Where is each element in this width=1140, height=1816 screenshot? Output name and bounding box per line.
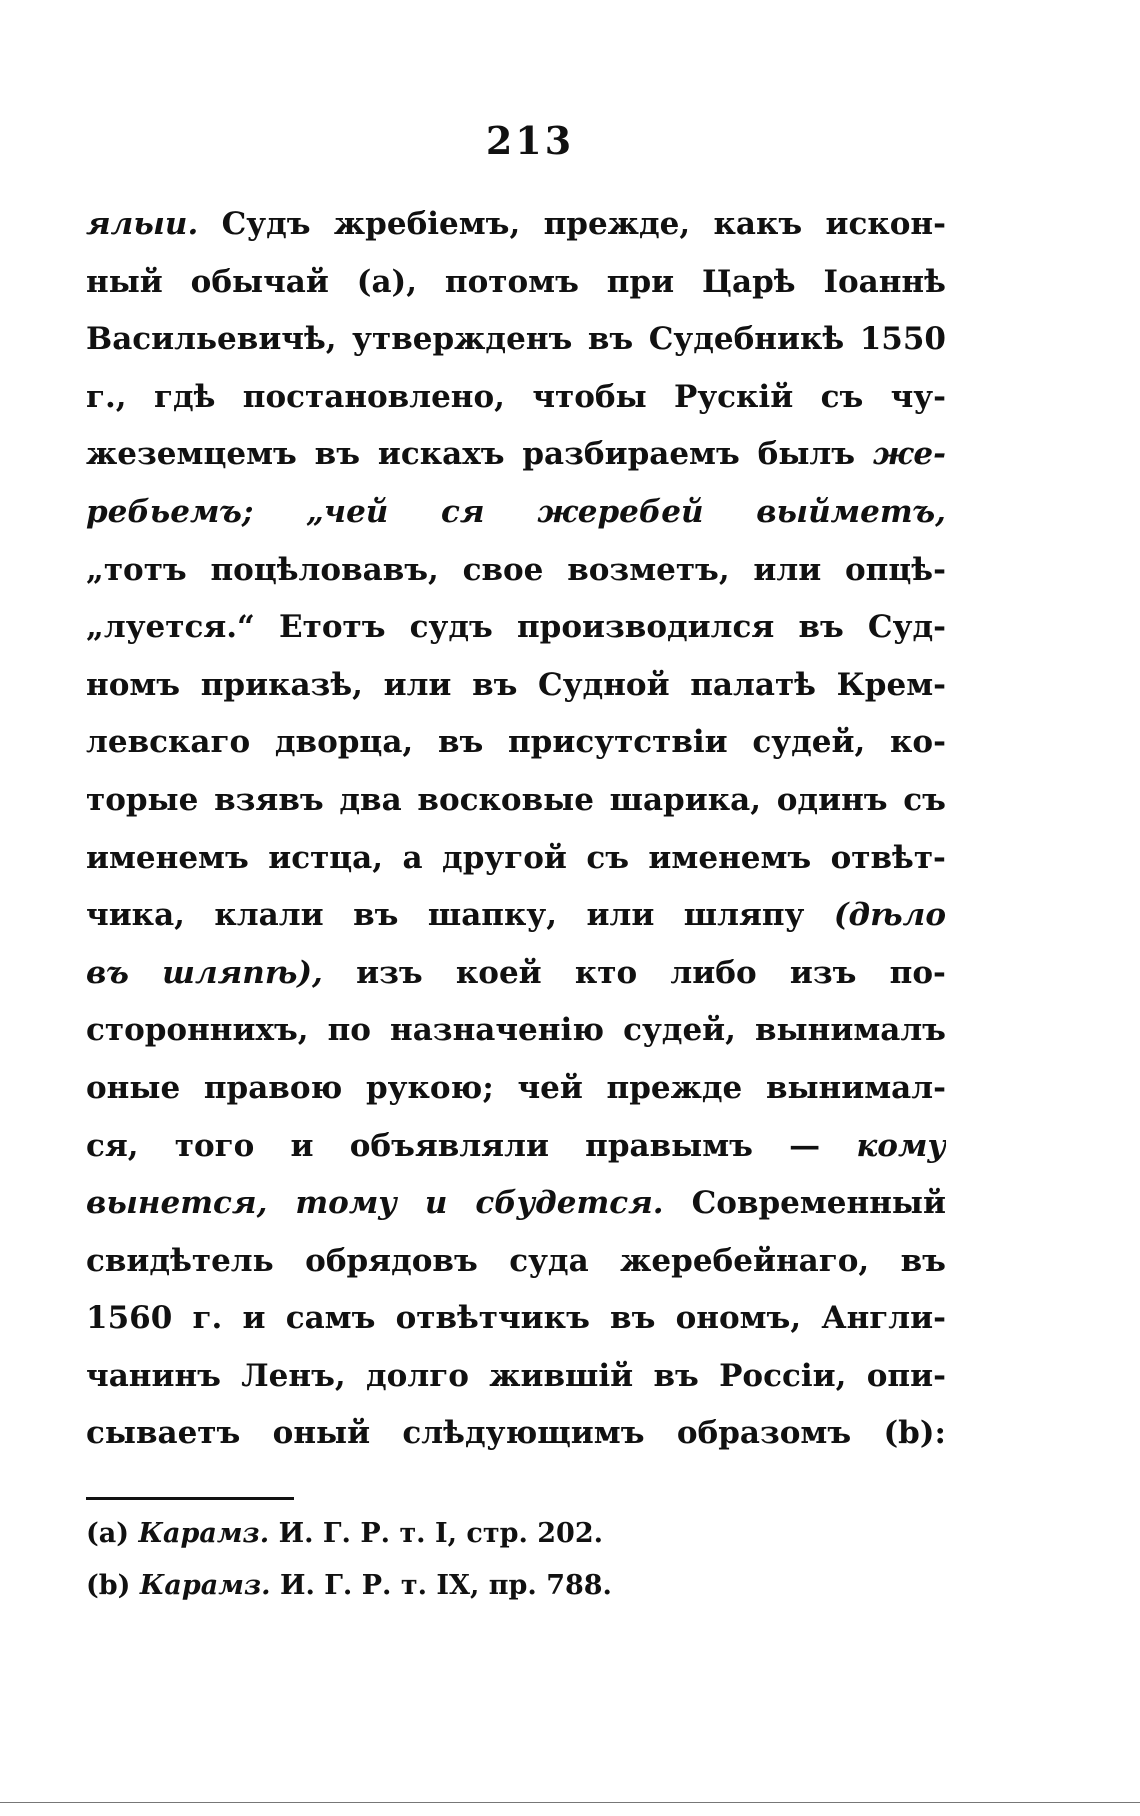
word: кому	[856, 1127, 946, 1164]
text-line	[86, 724, 946, 782]
word: въ	[353, 897, 399, 934]
word: изъ	[356, 954, 423, 991]
word: въ	[587, 321, 634, 358]
word: „тотъ	[86, 551, 187, 588]
word: искахъ	[377, 436, 505, 473]
word: —	[789, 1127, 821, 1164]
word: шапку,	[427, 897, 557, 934]
word: Ленъ,	[241, 1357, 346, 1394]
word: изъ	[789, 954, 857, 991]
word: въ	[437, 724, 484, 761]
word: стороннихъ,	[86, 1012, 309, 1049]
word: правымъ	[585, 1127, 753, 1164]
word: оный	[272, 1415, 371, 1452]
word: вынимал-	[765, 1069, 946, 1106]
word: поцѣловавъ,	[210, 551, 439, 588]
word: обрядовъ	[305, 1242, 478, 1279]
word: или	[383, 666, 452, 703]
word: при	[606, 263, 675, 300]
word: чика,	[86, 897, 185, 934]
text-line	[86, 1185, 946, 1243]
page-edge-line	[0, 1802, 1140, 1803]
word: (a),	[356, 263, 417, 300]
word: одинъ	[776, 781, 888, 818]
word: чтобы	[532, 378, 647, 415]
word: Іоаннѣ	[823, 263, 946, 300]
word: два	[339, 781, 402, 818]
word: жеребейнаго,	[620, 1242, 870, 1279]
word: по-	[889, 954, 946, 991]
word: въ	[900, 1242, 946, 1279]
word: судей,	[752, 724, 866, 761]
word: объявляли	[349, 1127, 549, 1164]
word: опи-	[866, 1357, 946, 1394]
word: въ	[653, 1357, 699, 1394]
word: Англи-	[821, 1300, 946, 1337]
word: и	[424, 1185, 448, 1222]
text-line	[86, 264, 946, 322]
word: взявъ	[214, 781, 324, 818]
word: 1560	[86, 1300, 173, 1337]
word: другой	[442, 839, 567, 876]
footnotes	[86, 1518, 846, 1622]
text-line	[86, 1243, 946, 1301]
page-number: 213	[485, 118, 575, 163]
word: Судебникѣ	[648, 321, 845, 358]
word: былъ	[757, 436, 856, 473]
text-line	[86, 494, 946, 552]
text-line	[86, 379, 946, 437]
word: ко-	[890, 724, 946, 761]
word: „чей	[306, 493, 389, 530]
word: ялыи.	[86, 206, 199, 242]
text-line	[86, 321, 946, 379]
word: (b):	[883, 1415, 946, 1452]
word: образомъ	[676, 1415, 852, 1452]
word: чей	[517, 1069, 583, 1106]
word: сываетъ	[86, 1415, 241, 1452]
word: въ	[314, 436, 360, 473]
word: „луется.“	[86, 609, 255, 646]
word: суда	[509, 1242, 589, 1279]
word: истца,	[268, 839, 384, 876]
footnote-separator	[86, 1497, 294, 1500]
word: Современный	[691, 1185, 946, 1222]
word: ный	[86, 263, 163, 300]
word: вынется,	[86, 1185, 268, 1222]
word: въ	[86, 954, 129, 991]
word: въ	[472, 666, 518, 703]
word: номъ	[86, 666, 181, 703]
text-line	[86, 609, 946, 667]
word: коей	[455, 954, 542, 991]
word: чанинъ	[86, 1357, 221, 1394]
word: а	[402, 839, 423, 876]
text-line	[86, 782, 946, 840]
text-line	[86, 206, 946, 264]
word: судъ	[409, 609, 493, 646]
word: въ	[610, 1300, 656, 1337]
text-line	[86, 1300, 946, 1358]
word: же-	[872, 436, 946, 473]
text-line	[86, 1070, 946, 1128]
word: шляпу	[683, 897, 805, 934]
word: утвержденъ	[352, 321, 573, 358]
word: либо	[670, 954, 757, 991]
word: выйметъ,	[756, 493, 946, 530]
word: судей,	[623, 1012, 736, 1049]
word: (дѣло	[833, 897, 946, 934]
word: ся,	[86, 1127, 139, 1164]
word: отвѣт-	[830, 839, 946, 876]
word: того	[174, 1127, 255, 1164]
word: постановлено,	[242, 378, 505, 415]
body-text	[86, 206, 946, 1473]
word: съ	[586, 839, 629, 876]
word: производился	[516, 609, 775, 646]
footnote-part: И. Г. Р. т. I, стр. 202.	[278, 1518, 604, 1549]
word: или	[586, 897, 655, 934]
word: кто	[574, 954, 638, 991]
word: именемъ	[86, 839, 249, 876]
word: 1550	[859, 321, 946, 358]
word: прежде,	[543, 206, 691, 242]
word: г.	[192, 1300, 223, 1337]
word: жеребей	[537, 493, 704, 530]
word: свое	[462, 551, 544, 588]
text-line	[86, 1415, 946, 1473]
word: или	[753, 551, 822, 588]
word: потомъ	[444, 263, 579, 300]
word: ся	[441, 493, 485, 530]
word: прежде	[606, 1069, 743, 1106]
text-line	[86, 1128, 946, 1186]
footnote-part: Карамз.	[139, 1570, 271, 1601]
word: г.,	[86, 378, 127, 415]
word: сбудется.	[475, 1185, 664, 1222]
text-line	[86, 840, 946, 898]
word: торые	[86, 781, 199, 818]
word: разбираемъ	[522, 436, 740, 473]
word: искон-	[825, 206, 946, 242]
word: и	[242, 1300, 266, 1337]
word: жребіемъ,	[333, 206, 521, 242]
word: оные	[86, 1069, 181, 1106]
word: ономъ,	[675, 1300, 802, 1337]
word: и	[290, 1127, 314, 1164]
text-line	[86, 436, 946, 494]
word: шарика,	[609, 781, 761, 818]
word: жеземцемъ	[86, 436, 297, 473]
word: самъ	[285, 1300, 376, 1337]
text-line	[86, 1358, 946, 1416]
text-line	[86, 955, 946, 1013]
word: левскаго	[86, 724, 251, 761]
word: ребьемъ;	[86, 493, 254, 530]
word: палатѣ	[690, 666, 816, 703]
footnote-part: (a)	[86, 1518, 130, 1549]
word: назначенію	[390, 1012, 605, 1049]
word: опцѣ-	[845, 551, 946, 588]
word: долго	[366, 1357, 469, 1394]
footnote	[86, 1570, 846, 1622]
footnote-part: И. Г. Р. т. IX, пр. 788.	[279, 1570, 612, 1601]
word: тому	[295, 1185, 397, 1222]
word: обычай	[190, 263, 329, 300]
footnote	[86, 1518, 846, 1570]
word: съ	[903, 781, 946, 818]
word: Рускій	[674, 378, 794, 415]
word: шляпѣ),	[162, 954, 323, 991]
word: въ	[798, 609, 844, 646]
word: по	[327, 1012, 371, 1049]
word: возметъ,	[567, 551, 730, 588]
footnote-part: Карамз.	[138, 1518, 270, 1549]
text-line	[86, 897, 946, 955]
word: Судной	[538, 666, 670, 703]
word: клали	[214, 897, 324, 934]
word: вынималъ	[755, 1012, 946, 1049]
word: рукою;	[365, 1069, 494, 1106]
word: Судъ	[221, 206, 311, 242]
word: восковые	[417, 781, 594, 818]
word: жившій	[489, 1357, 634, 1394]
word: отвѣтчикъ	[395, 1300, 590, 1337]
word: Васильевичѣ,	[86, 321, 337, 358]
word: присутствіи	[507, 724, 728, 761]
word: именемъ	[648, 839, 812, 876]
text-line	[86, 1012, 946, 1070]
word: Етотъ	[279, 609, 386, 646]
word: Крем-	[836, 666, 946, 703]
word: свидѣтель	[86, 1242, 274, 1279]
word: правою	[203, 1069, 343, 1106]
word: гдѣ	[153, 378, 216, 415]
word: чу-	[890, 378, 946, 415]
footnote-part: (b)	[86, 1570, 131, 1601]
word: Суд-	[867, 609, 946, 646]
word: Россіи,	[719, 1357, 847, 1394]
word: Царѣ	[702, 263, 796, 300]
word: съ	[820, 378, 864, 415]
text-line	[86, 667, 946, 725]
word: какъ	[713, 206, 803, 242]
word: приказѣ,	[200, 666, 363, 703]
word: слѣдующимъ	[402, 1415, 645, 1452]
text-line	[86, 552, 946, 610]
word: дворца,	[274, 724, 414, 761]
